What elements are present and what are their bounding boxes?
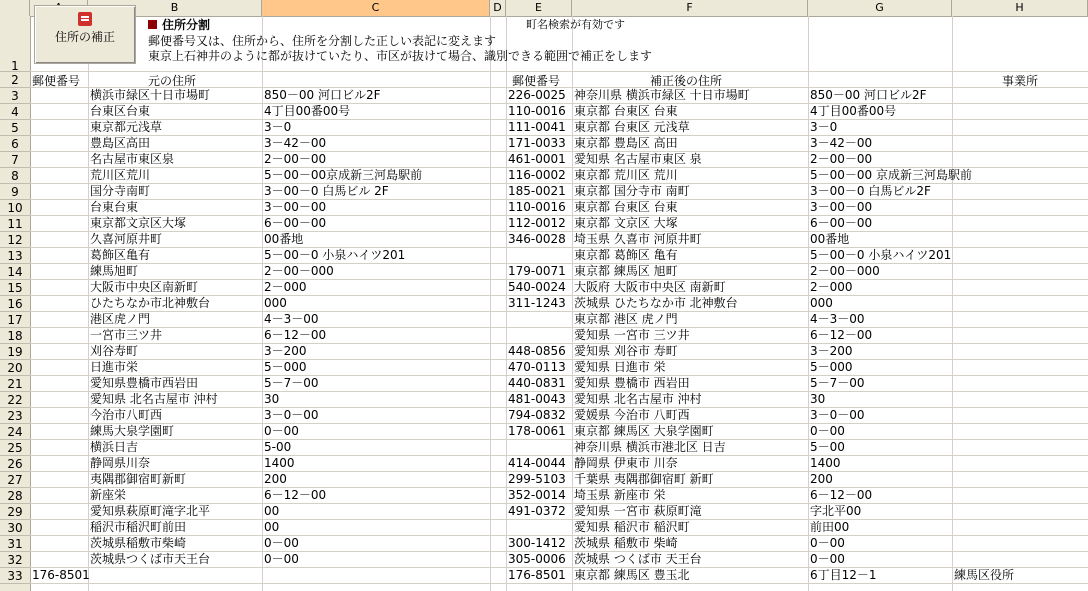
cell-g-row-23[interactable]: 3－0－00 — [810, 408, 865, 422]
cell-b-row-14[interactable]: 練馬旭町 — [90, 264, 139, 278]
cell-f-row-30[interactable]: 愛知県 稲沢市 稲沢町 — [574, 520, 690, 534]
row-header-4[interactable]: 4 — [0, 104, 30, 120]
cell-b-row-20[interactable]: 日進市栄 — [90, 360, 139, 374]
cell-e-row-19[interactable]: 448-0856 — [508, 344, 566, 358]
row-header-23[interactable]: 23 — [0, 408, 30, 424]
column-header-g[interactable]: G — [808, 0, 952, 16]
info-line-1: 郵便番号又は、住所から、住所を分割した正しい表記に変えます — [148, 34, 497, 48]
cell-f-row-32[interactable]: 茨城県 つくば市 天王台 — [574, 552, 702, 566]
cell-c-row-20[interactable]: 5－000 — [264, 360, 307, 374]
info-title: 住所分割 — [148, 18, 210, 33]
cell-c-row-18[interactable]: 6－12－00 — [264, 328, 327, 342]
row-header-22[interactable]: 22 — [0, 392, 30, 408]
cell-f-row-26[interactable]: 静岡県 伊東市 川奈 — [574, 456, 678, 470]
cell-f-row-16[interactable]: 茨城県 ひたちなか市 北神敷台 — [574, 296, 738, 310]
cell-f-row-23[interactable]: 愛媛県 今治市 八町西 — [574, 408, 690, 422]
cell-c-row-31[interactable]: 0－00 — [264, 536, 299, 550]
cell-b-row-27[interactable]: 夷隅郡御宿町新町 — [90, 472, 187, 486]
cell-b-row-6[interactable]: 豊島区高田 — [90, 136, 151, 150]
cell-c-row-10[interactable]: 3－00－00 — [264, 200, 327, 214]
address-correct-button[interactable] — [34, 5, 136, 64]
row-header-29[interactable]: 29 — [0, 504, 30, 520]
cell-f-row-9[interactable]: 東京都 国分寺市 南町 — [574, 184, 690, 198]
cell-h-row-33[interactable]: 練馬区役所 — [954, 568, 1015, 582]
cell-f-row-13[interactable]: 東京都 葛飾区 亀有 — [574, 248, 678, 262]
column-header-h[interactable]: H — [952, 0, 1088, 16]
cell-f-row-11[interactable]: 東京都 文京区 大塚 — [574, 216, 678, 230]
cell-g-row-15[interactable]: 2－000 — [810, 280, 853, 294]
row-header-7[interactable]: 7 — [0, 152, 30, 168]
header-office: 事業所 — [1002, 74, 1039, 88]
cell-f-row-25[interactable]: 神奈川県 横浜市港北区 日吉 — [574, 440, 726, 454]
cell-b-row-9[interactable]: 国分寺南町 — [90, 184, 151, 198]
cell-g-row-20[interactable]: 5－000 — [810, 360, 853, 374]
cell-g-row-11[interactable]: 6－00－00 — [810, 216, 873, 230]
cell-g-row-19[interactable]: 3－200 — [810, 344, 853, 358]
cell-e-row-29[interactable]: 491-0372 — [508, 504, 566, 518]
cell-f-row-14[interactable]: 東京都 練馬区 旭町 — [574, 264, 678, 278]
row-header-8[interactable]: 8 — [0, 168, 30, 184]
cell-b-row-13[interactable]: 葛飾区亀有 — [90, 248, 151, 262]
cell-b-row-15[interactable]: 大阪市中央区南新町 — [90, 280, 199, 294]
cell-b-row-4[interactable]: 台東区台東 — [90, 104, 151, 118]
cell-c-row-14[interactable]: 2－00－000 — [264, 264, 334, 278]
cell-c-row-23[interactable]: 3－0－00 — [264, 408, 319, 422]
cell-b-row-22[interactable]: 愛知県 北名古屋市 沖村 — [90, 392, 218, 406]
cell-g-row-16[interactable]: 000 — [810, 296, 833, 310]
cell-e-row-26[interactable]: 414-0044 — [508, 456, 566, 470]
row-header-21[interactable]: 21 — [0, 376, 30, 392]
cell-b-row-26[interactable]: 静岡県川奈 — [90, 456, 151, 470]
bullet-square-icon — [148, 20, 157, 29]
cell-c-row-29[interactable]: 00 — [264, 504, 280, 518]
cell-g-row-32[interactable]: 0－00 — [810, 552, 845, 566]
column-header-b[interactable]: B — [88, 0, 262, 16]
cell-g-row-25[interactable]: 5－00 — [810, 440, 845, 454]
cell-e-row-10[interactable]: 110-0016 — [508, 200, 566, 214]
cell-f-row-12[interactable]: 埼玉県 久喜市 河原井町 — [574, 232, 702, 246]
cell-e-row-8[interactable]: 116-0002 — [508, 168, 566, 182]
cell-b-row-21[interactable]: 愛知県豊橋市西岩田 — [90, 376, 199, 390]
cell-g-row-27[interactable]: 200 — [810, 472, 833, 486]
cell-g-row-8[interactable]: 5－00－00 京成新三河島駅前 — [810, 168, 972, 182]
row-header-20[interactable]: 20 — [0, 360, 30, 376]
cell-f-row-33[interactable]: 東京都 練馬区 豊玉北 — [574, 568, 690, 582]
column-header-d[interactable]: D — [490, 0, 506, 16]
cell-c-row-13[interactable]: 5－00－0 小泉ハイツ201 — [264, 248, 406, 262]
row-header-1[interactable]: 1 — [0, 16, 30, 72]
cell-b-row-5[interactable]: 東京都元浅草 — [90, 120, 163, 134]
cell-f-row-22[interactable]: 愛知県 北名古屋市 沖村 — [574, 392, 702, 406]
select-all-corner[interactable] — [0, 0, 30, 16]
cell-e-row-16[interactable]: 311-1243 — [508, 296, 566, 310]
cell-b-row-10[interactable]: 台東台東 — [90, 200, 139, 214]
row-header-24[interactable]: 24 — [0, 424, 30, 440]
cell-e-row-9[interactable]: 185-0021 — [508, 184, 566, 198]
cell-b-row-30[interactable]: 稲沢市稲沢町前田 — [90, 520, 187, 534]
cell-b-row-17[interactable]: 港区虎ノ門 — [90, 312, 151, 326]
cell-c-row-32[interactable]: 0－00 — [264, 552, 299, 566]
cell-e-row-33[interactable]: 176-8501 — [508, 568, 566, 582]
column-header-c[interactable]: C — [262, 0, 490, 16]
row-header-30[interactable]: 30 — [0, 520, 30, 536]
cell-b-row-18[interactable]: 一宮市三ツ井 — [90, 328, 163, 342]
row-header-27[interactable]: 27 — [0, 472, 30, 488]
info-line-2: 東京上石神井のように都が抜けていたり、市区が抜けて場合、識別できる範囲で補正をします — [148, 49, 653, 63]
row-header-32[interactable]: 32 — [0, 552, 30, 568]
cell-c-row-21[interactable]: 5－7－00 — [264, 376, 319, 390]
stamp-icon — [78, 12, 92, 26]
header-postal-corrected: 郵便番号 — [512, 74, 561, 88]
row-header-3[interactable]: 3 — [0, 88, 30, 104]
cell-g-row-5[interactable]: 3－0 — [810, 120, 838, 134]
cell-c-row-6[interactable]: 3－42－00 — [264, 136, 327, 150]
cell-b-row-23[interactable]: 今治市八町西 — [90, 408, 163, 422]
row-header-13[interactable]: 13 — [0, 248, 30, 264]
cell-e-row-21[interactable]: 440-0831 — [508, 376, 566, 390]
cell-f-row-19[interactable]: 愛知県 刈谷市 寿町 — [574, 344, 678, 358]
status-text: 町名検索が有効です — [526, 18, 625, 31]
cell-e-row-5[interactable]: 111-0041 — [508, 120, 566, 134]
cell-b-row-12[interactable]: 久喜河原井町 — [90, 232, 163, 246]
cell-e-row-24[interactable]: 178-0061 — [508, 424, 566, 438]
header-postal-original: 郵便番号 — [32, 74, 81, 88]
cell-c-row-22[interactable]: 30 — [264, 392, 280, 406]
cell-g-row-18[interactable]: 6－12－00 — [810, 328, 873, 342]
cell-g-row-3[interactable]: 850－00 河口ビル2F — [810, 88, 927, 102]
cell-g-row-12[interactable]: 00番地 — [810, 232, 850, 246]
cell-e-row-20[interactable]: 470-0113 — [508, 360, 566, 374]
row-header-19[interactable]: 19 — [0, 344, 30, 360]
cell-e-row-32[interactable]: 305-0006 — [508, 552, 566, 566]
cell-e-row-6[interactable]: 171-0033 — [508, 136, 566, 150]
cell-f-row-8[interactable]: 東京都 荒川区 荒川 — [574, 168, 678, 182]
row-header-11[interactable]: 11 — [0, 216, 30, 232]
cell-e-row-7[interactable]: 461-0001 — [508, 152, 566, 166]
cell-f-row-29[interactable]: 愛知県 一宮市 萩原町滝 — [574, 504, 702, 518]
row-header-17[interactable]: 17 — [0, 312, 30, 328]
cell-f-row-4[interactable]: 東京都 台東区 台東 — [574, 104, 678, 118]
cell-g-row-33[interactable]: 6丁目12－1 — [810, 568, 877, 582]
cell-c-row-5[interactable]: 3－0 — [264, 120, 292, 134]
cell-g-row-31[interactable]: 0－00 — [810, 536, 845, 550]
cell-f-row-15[interactable]: 大阪府 大阪市中央区 南新町 — [574, 280, 726, 294]
header-original-address: 元の住所 — [148, 74, 197, 88]
cell-c-row-3[interactable]: 850－00 河口ビル2F — [264, 88, 381, 102]
cell-c-row-24[interactable]: 0－00 — [264, 424, 299, 438]
cell-b-row-3[interactable]: 横浜市緑区十日市場町 — [90, 88, 211, 102]
cell-e-row-11[interactable]: 112-0012 — [508, 216, 566, 230]
cell-c-row-7[interactable]: 2－00－00 — [264, 152, 327, 166]
cell-e-row-28[interactable]: 352-0014 — [508, 488, 566, 502]
row-header-31[interactable]: 31 — [0, 536, 30, 552]
cell-f-row-7[interactable]: 愛知県 名古屋市東区 泉 — [574, 152, 702, 166]
cell-b-row-28[interactable]: 新座栄 — [90, 488, 127, 502]
cell-e-row-22[interactable]: 481-0043 — [508, 392, 566, 406]
row-header-6[interactable]: 6 — [0, 136, 30, 152]
cell-g-row-7[interactable]: 2－00－00 — [810, 152, 873, 166]
header-corrected-address: 補正後の住所 — [650, 74, 723, 88]
cell-c-row-15[interactable]: 2－000 — [264, 280, 307, 294]
cell-f-row-10[interactable]: 東京都 台東区 台東 — [574, 200, 678, 214]
row-header-2[interactable]: 2 — [0, 72, 30, 88]
cell-e-row-31[interactable]: 300-1412 — [508, 536, 566, 550]
row-header-33[interactable]: 33 — [0, 568, 30, 584]
cell-f-row-21[interactable]: 愛知県 豊橋市 西岩田 — [574, 376, 690, 390]
cell-b-row-31[interactable]: 茨城県稲敷市柴崎 — [90, 536, 187, 550]
cell-g-row-10[interactable]: 3－00－00 — [810, 200, 873, 214]
cell-f-row-17[interactable]: 東京都 港区 虎ノ門 — [574, 312, 678, 326]
column-header-bar — [0, 0, 1088, 17]
cell-f-row-24[interactable]: 東京都 練馬区 大泉学園町 — [574, 424, 714, 438]
cell-a-row-33[interactable]: 176-8501 — [32, 568, 90, 582]
cell-c-row-8[interactable]: 5－00－00京成新三河島駅前 — [264, 168, 423, 182]
cell-e-row-4[interactable]: 110-0016 — [508, 104, 566, 118]
cell-f-row-3[interactable]: 神奈川県 横浜市緑区 十日市場町 — [574, 88, 750, 102]
cell-g-row-13[interactable]: 5－00－0 小泉ハイツ201 — [810, 248, 952, 262]
cell-c-row-30[interactable]: 00 — [264, 520, 280, 534]
cell-c-row-27[interactable]: 200 — [264, 472, 287, 486]
cell-g-row-9[interactable]: 3－00－0 白馬ビル2F — [810, 184, 931, 198]
cell-g-row-26[interactable]: 1400 — [810, 456, 841, 470]
row-header-25[interactable]: 25 — [0, 440, 30, 456]
cell-c-row-4[interactable]: 4丁目00番00号 — [264, 104, 351, 118]
cell-g-row-4[interactable]: 4丁目00番00号 — [810, 104, 897, 118]
cell-f-row-18[interactable]: 愛知県 一宮市 三ツ井 — [574, 328, 690, 342]
cell-f-row-6[interactable]: 東京都 豊島区 高田 — [574, 136, 678, 150]
cell-g-row-24[interactable]: 0－00 — [810, 424, 845, 438]
cell-b-row-8[interactable]: 荒川区荒川 — [90, 168, 151, 182]
column-header-f[interactable]: F — [572, 0, 808, 16]
cell-e-row-12[interactable]: 346-0028 — [508, 232, 566, 246]
row-header-26[interactable]: 26 — [0, 456, 30, 472]
cell-b-row-7[interactable]: 名古屋市東区泉 — [90, 152, 175, 166]
cell-e-row-27[interactable]: 299-5103 — [508, 472, 566, 486]
cell-f-row-31[interactable]: 茨城県 稲敷市 柴崎 — [574, 536, 678, 550]
cell-b-row-29[interactable]: 愛知県萩原町滝字北平 — [90, 504, 211, 518]
address-correct-label: 住所の補正 — [54, 30, 115, 44]
row-header-18[interactable]: 18 — [0, 328, 30, 344]
cell-g-row-21[interactable]: 5－7－00 — [810, 376, 865, 390]
cell-c-row-19[interactable]: 3－200 — [264, 344, 307, 358]
cell-grid[interactable] — [30, 16, 1088, 591]
cell-f-row-20[interactable]: 愛知県 日進市 栄 — [574, 360, 666, 374]
cell-g-row-30[interactable]: 前田00 — [810, 520, 850, 534]
cell-c-row-11[interactable]: 6－00－00 — [264, 216, 327, 230]
cell-g-row-28[interactable]: 6－12－00 — [810, 488, 873, 502]
cell-b-row-24[interactable]: 練馬大泉学園町 — [90, 424, 175, 438]
cell-f-row-5[interactable]: 東京都 台東区 元浅草 — [574, 120, 690, 134]
cell-c-row-25[interactable]: 5-00 — [264, 440, 292, 454]
cell-c-row-26[interactable]: 1400 — [264, 456, 295, 470]
row-header-bar — [0, 16, 31, 591]
cell-b-row-16[interactable]: ひたちなか市北神敷台 — [90, 296, 211, 310]
cell-g-row-17[interactable]: 4－3－00 — [810, 312, 865, 326]
cell-g-row-29[interactable]: 字北平00 — [810, 504, 862, 518]
row-header-12[interactable]: 12 — [0, 232, 30, 248]
row-header-15[interactable]: 15 — [0, 280, 30, 296]
row-header-9[interactable]: 9 — [0, 184, 30, 200]
cell-f-row-27[interactable]: 千葉県 夷隅郡御宿町 新町 — [574, 472, 714, 486]
row-header-28[interactable]: 28 — [0, 488, 30, 504]
cell-e-row-3[interactable]: 226-0025 — [508, 88, 566, 102]
cell-c-row-28[interactable]: 6－12－00 — [264, 488, 327, 502]
cell-e-row-23[interactable]: 794-0832 — [508, 408, 566, 422]
cell-c-row-12[interactable]: 00番地 — [264, 232, 304, 246]
cell-c-row-16[interactable]: 000 — [264, 296, 287, 310]
cell-b-row-19[interactable]: 刈谷寿町 — [90, 344, 139, 358]
column-header-e[interactable]: E — [506, 0, 572, 16]
cell-b-row-11[interactable]: 東京都文京区大塚 — [90, 216, 187, 230]
cell-g-row-6[interactable]: 3－42－00 — [810, 136, 873, 150]
row-header-16[interactable]: 16 — [0, 296, 30, 312]
cell-c-row-9[interactable]: 3－00－0 白馬ビル 2F — [264, 184, 389, 198]
cell-e-row-15[interactable]: 540-0024 — [508, 280, 566, 294]
cell-c-row-17[interactable]: 4－3－00 — [264, 312, 319, 326]
cell-b-row-25[interactable]: 横浜日吉 — [90, 440, 139, 454]
row-header-14[interactable]: 14 — [0, 264, 30, 280]
cell-g-row-14[interactable]: 2－00－000 — [810, 264, 880, 278]
cell-g-row-22[interactable]: 30 — [810, 392, 826, 406]
cell-e-row-14[interactable]: 179-0071 — [508, 264, 566, 278]
row-header-10[interactable]: 10 — [0, 200, 30, 216]
row-header-5[interactable]: 5 — [0, 120, 30, 136]
cell-f-row-28[interactable]: 埼玉県 新座市 栄 — [574, 488, 666, 502]
cell-b-row-32[interactable]: 茨城県つくば市天王台 — [90, 552, 211, 566]
